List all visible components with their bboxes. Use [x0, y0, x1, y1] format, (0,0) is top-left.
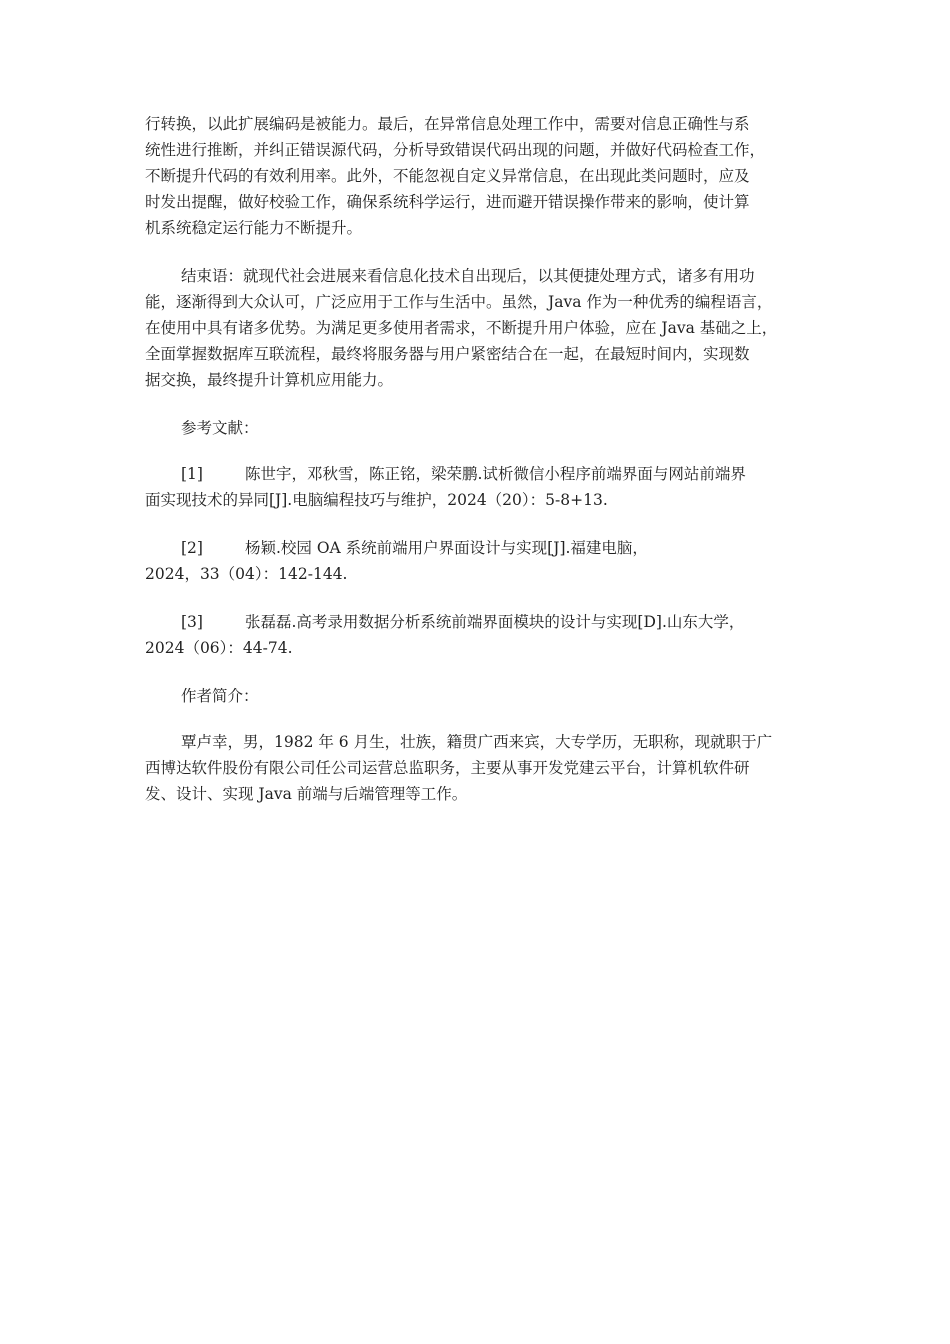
references-heading — [145, 415, 805, 441]
reference-text: 杨颖.校园 OA 系统前端用户界面设计与实现[J].福建电脑， — [245, 539, 648, 557]
text-line: 覃卢幸，男，1982 年 6 月生，壮族，籍贯广西来宾，大专学历，无职称，现就职于广 — [181, 733, 773, 751]
text-line: 全面掌握数据库互联流程，最终将服务器与用户紧密结合在一起，在最短时间内，实现数 — [145, 345, 750, 363]
text-line: 西博达软件股份有限公司任公司运营总监职务，主要从事开发党建云平台，计算机软件研 — [145, 759, 750, 777]
author-bio-paragraph — [145, 729, 805, 807]
reference-text: 2024（06）：44-74. — [145, 639, 293, 657]
reference-text: 陈世宇，邓秋雪，陈正铭，梁荣鹏.试析微信小程序前端界面与网站前端界 — [245, 465, 746, 483]
text-line: 不断提升代码的有效利用率。此外，不能忽视自定义异常信息，在出现此类问题时，应及 — [145, 167, 750, 185]
reference-item — [145, 535, 805, 587]
reference-text: 2024，33（04）：142-144. — [145, 565, 348, 583]
text-line: 发、设计、实现 Java 前端与后端管理等工作。 — [145, 785, 468, 803]
conclusion-paragraph — [145, 263, 805, 393]
reference-number: [2] — [181, 539, 203, 557]
reference-text: 张磊磊.高考录用数据分析系统前端界面模块的设计与实现[D].山东大学， — [245, 613, 745, 631]
reference-number: [3] — [181, 613, 203, 631]
text-line: 行转换，以此扩展编码是被能力。最后，在异常信息处理工作中，需要对信息正确性与系 — [145, 115, 750, 133]
text-line: 结束语：就现代社会进展来看信息化技术自出现后，以其便捷处理方式，诸多有用功 — [181, 267, 755, 285]
text-line: 在使用中具有诸多优势。为满足更多使用者需求，不断提升用户体验，应在 Java 基础之上， — [145, 319, 778, 337]
reference-number: [1] — [181, 465, 203, 483]
text-line: 能，逐渐得到大众认可，广泛应用于工作与生活中。虽然，Java 作为一种优秀的编程语言， — [145, 293, 773, 311]
text-line: 据交换，最终提升计算机应用能力。 — [145, 371, 394, 389]
reference-text: 面实现技术的异同[J].电脑编程技巧与维护，2024（20）：5-8+13. — [145, 491, 608, 509]
section-heading: 作者简介： — [181, 687, 259, 705]
document-page — [145, 111, 805, 829]
text-line: 机系统稳定运行能力不断提升。 — [145, 219, 363, 237]
reference-item — [145, 461, 805, 513]
text-line: 统性进行推断，并纠正错误源代码，分析导致错误代码出现的问题，并做好代码检查工作， — [145, 141, 766, 159]
section-heading: 参考文献： — [181, 419, 259, 437]
text-line: 时发出提醒，做好校验工作，确保系统科学运行，进而避开错误操作带来的影响，使计算 — [145, 193, 750, 211]
author-heading — [145, 683, 805, 709]
continuation-paragraph — [145, 111, 805, 241]
reference-item — [145, 609, 805, 661]
